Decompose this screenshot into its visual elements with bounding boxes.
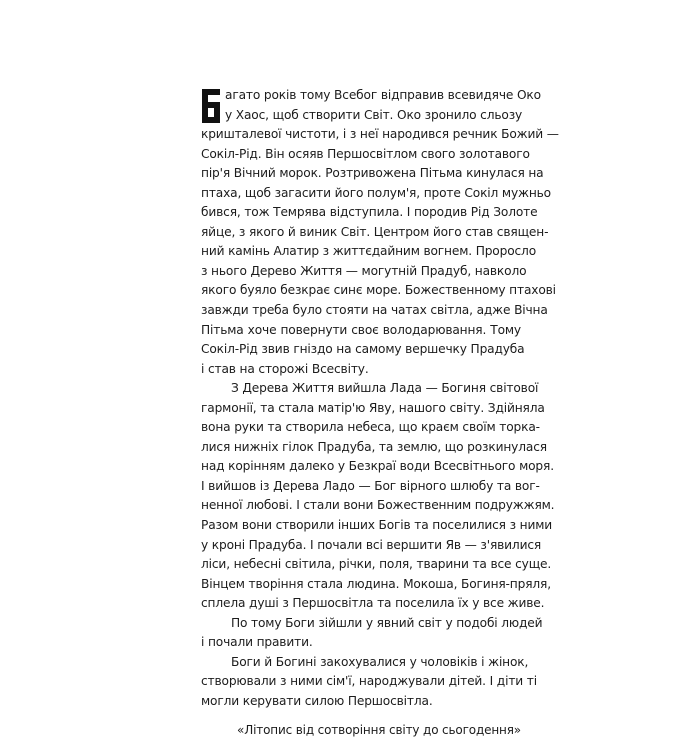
paragraph-2 [201, 379, 521, 614]
text-line: І вийшов із Дерева Ладо — Бог вірного шлюбу та вог- [201, 477, 521, 497]
paragraph-4 [201, 653, 521, 712]
text-line: з нього Дерево Життя — могутній Прадуб, навколо [201, 262, 521, 282]
text-line: кришталевої чистоти, і з неї народився речник Божий — [201, 125, 521, 145]
text-line: у Хаос, щоб створити Світ. Око зронило сльозу [201, 106, 521, 126]
book-page-text [201, 86, 521, 740]
text-line: Пітьма хоче повернути своє володарювання. Тому [201, 321, 521, 341]
text-line: пір'я Вічний морок. Розтривожена Пітьма кинулася на [201, 164, 521, 184]
text-line: Сокіл-Рід. Він осяяв Першосвітлом свого золотавого [201, 145, 521, 165]
text-line: гармонії, та стала матір'ю Яву, нашого світу. Здійняла [201, 399, 521, 419]
text-line: над корінням далеко у Безкраї води Всесвітнього моря. [201, 457, 521, 477]
text-line: сплела душі з Першосвітла та поселила їх у все живе. [201, 594, 521, 614]
text-line: створювали з ними сім'ї, народжували дітей. І діти ті [201, 672, 521, 692]
text-line: ліси, небесні світила, річки, поля, тварини та все суще. [201, 555, 521, 575]
dropcap-letter [201, 88, 221, 124]
text-line: агато років тому Всебог відправив всевидяче Око [201, 86, 521, 106]
paragraph-1 [201, 86, 521, 379]
text-line: вона руки та створила небеса, що краєм своїм торка- [201, 418, 521, 438]
source-citation: «Літопис від сотворіння світу до сьогодення» [201, 721, 521, 740]
text-line: Боги й Богині закохувалися у чоловіків і жінок, [201, 653, 521, 673]
text-line: По тому Боги зійшли у явний світ у подобі людей [201, 614, 521, 634]
text-line: завжди треба було стояти на чатах світла, адже Вічна [201, 301, 521, 321]
text-line: і став на сторожі Всесвіту. [201, 360, 521, 380]
text-line: лися нижніх гілок Прадуба, та землю, що розкинулася [201, 438, 521, 458]
text-line: Сокіл-Рід звив гніздо на самому вершечку Прадуба [201, 340, 521, 360]
text-line: Разом вони створили інших Богів та поселилися з ними [201, 516, 521, 536]
text-line: Вінцем творіння стала людина. Мокоша, Богиня-пряля, [201, 575, 521, 595]
text-line: у кроні Прадуба. І почали всі вершити Яв — з'явилися [201, 536, 521, 556]
paragraph-3 [201, 614, 521, 653]
text-line: і почали правити. [201, 633, 521, 653]
text-line: птаха, щоб загасити його полум'я, проте Сокіл мужньо [201, 184, 521, 204]
text-line: бився, тож Темрява відступила. І породив Рід Золоте [201, 203, 521, 223]
text-line: З Дерева Життя вийшла Лада — Богиня світової [201, 379, 521, 399]
text-line: ний камінь Алатир з життєдайним вогнем. Проросло [201, 242, 521, 262]
text-line: якого буяло безкрає синє море. Божественному птахові [201, 281, 521, 301]
text-line: могли керувати силою Першосвітла. [201, 692, 521, 712]
text-line: ненної любові. І стали вони Божественним подружжям. [201, 496, 521, 516]
text-line: яйце, з якого й виник Світ. Центром його став священ- [201, 223, 521, 243]
